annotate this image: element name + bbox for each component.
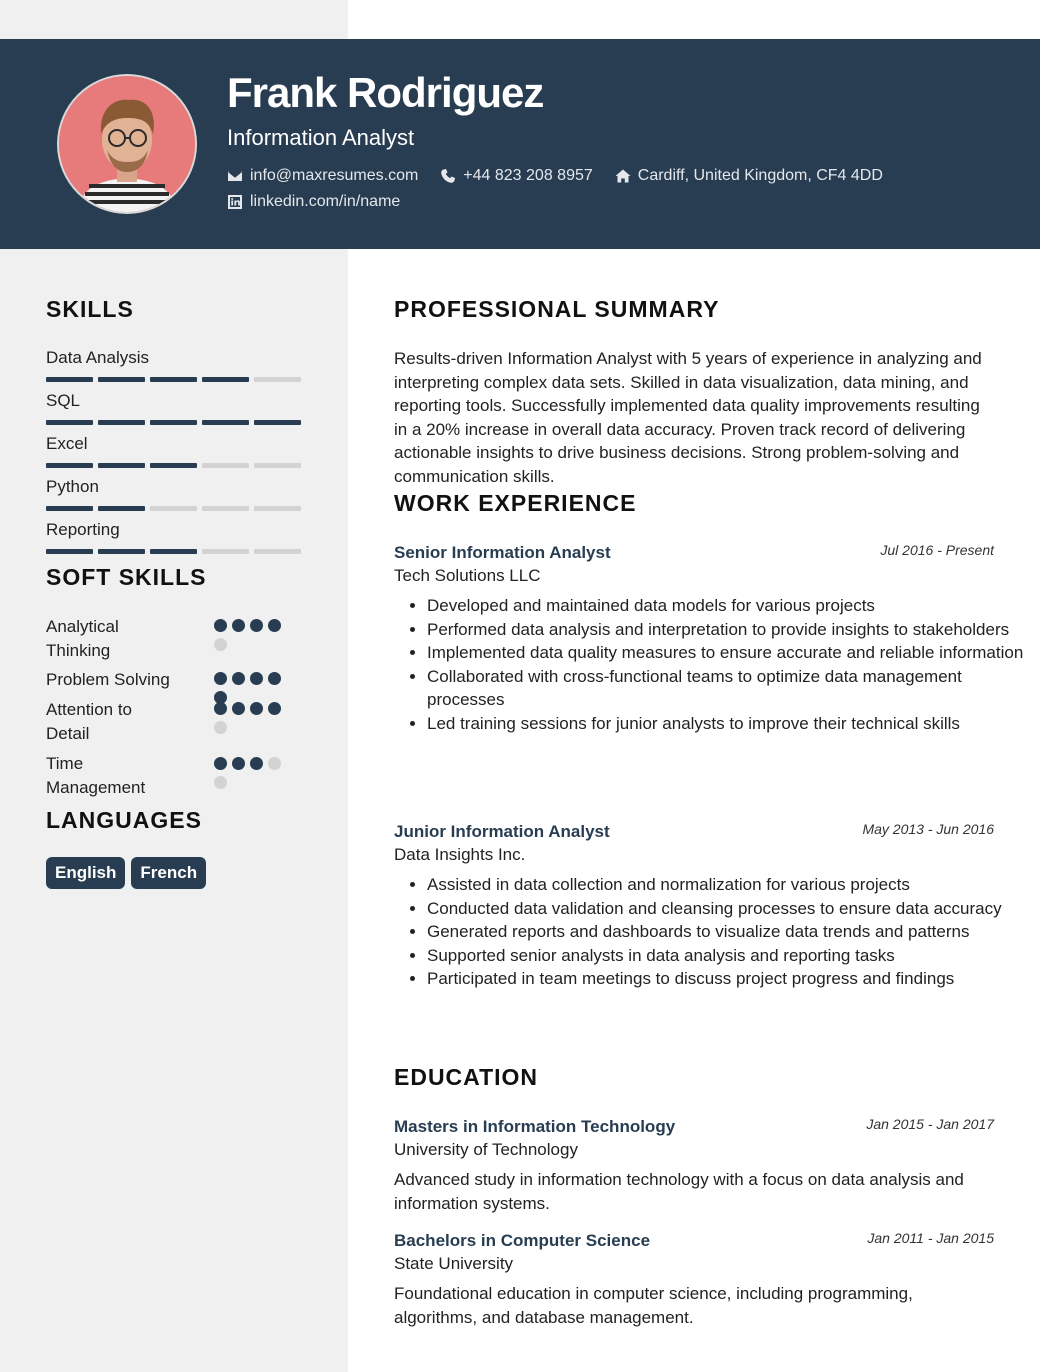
skill-bar-segment [254,506,301,511]
skill-bar-segment [98,506,145,511]
rating-dot [268,702,281,715]
soft-skill-name: Analytical Thinking [46,617,119,660]
rating-dot [214,619,227,632]
rating-dot [268,757,281,770]
contact-row-secondary [227,193,422,211]
skill-bar-segment [202,463,249,468]
soft-skill-dots [214,672,298,704]
rating-dot [250,672,263,685]
skill-name: SQL [46,391,81,410]
skill-bar-segment [254,463,301,468]
email-text: info@maxresumes.com [250,167,419,184]
rating-dot [214,638,227,651]
summary-heading: PROFESSIONAL SUMMARY [394,296,720,322]
school-name: University of Technology [394,1140,578,1159]
person-photo-icon [59,76,195,212]
skill-name: Reporting [46,520,120,539]
rating-dot [268,672,281,685]
list-item: • Developed and maintained data models for various projects [427,594,1037,618]
skill-name: Python [46,477,99,496]
language-list [46,857,206,889]
list-item: • Performed data analysis and interpretation to provide insights to stakeholders [427,618,1037,642]
list-item: • Participated in team meetings to discuss project progress and findings [427,967,1037,991]
skill-bar-segment [254,549,301,554]
skill-bar-segment [150,377,197,382]
phone-contact[interactable] [440,167,592,185]
skill-bar-segment [254,420,301,425]
soft-skill-dots [214,619,298,651]
list-item: • Conducted data validation and cleansing processes to ensure data accuracy [427,897,1037,921]
rating-dot [232,619,245,632]
list-item: • Implemented data quality measures to ensure accurate and reliable information [427,641,1037,665]
rating-dot [214,672,227,685]
rating-dot [250,757,263,770]
phone-icon [440,168,456,184]
education-description: Foundational education in computer science, including programming, algorithms, and database management. [394,1284,913,1327]
candidate-name: Frank Rodriguez [227,69,544,116]
skill-bar-segment [202,377,249,382]
education-dates: Jan 2011 - Jan 2015 [867,1230,994,1246]
skills-heading: SKILLS [46,296,134,322]
skill-bar-segment [46,506,93,511]
rating-dot [214,721,227,734]
skill-bar-segment [150,506,197,511]
email-contact[interactable] [227,167,418,185]
contact-row-primary [227,167,905,185]
skill-bar [46,420,301,425]
education-heading: EDUCATION [394,1064,539,1090]
skill-bar [46,377,301,382]
list-item: • Supported senior analysts in data analysis and reporting tasks [427,944,1037,968]
linkedin-text: linkedin.com/in/name [250,193,401,210]
rating-dot [268,619,281,632]
skill-bar-segment [46,463,93,468]
list-item: • Led training sessions for junior analysts to improve their technical skills [427,712,1037,736]
skill-bar-segment [46,377,93,382]
skill-bar-segment [98,420,145,425]
phone-text: +44 823 208 8957 [463,167,593,184]
job-dates: Jul 2016 - Present [880,542,994,558]
language-badge: English [46,857,125,889]
languages-heading: LANGUAGES [46,807,202,833]
language-badge: French [131,857,206,889]
list-item: • Assisted in data collection and normalization for various projects [427,873,1037,897]
linkedin-icon [227,194,243,210]
rating-dot [214,702,227,715]
skill-bar-segment [46,420,93,425]
skill-bar-segment [98,377,145,382]
rating-dot [232,672,245,685]
skill-bar [46,463,301,468]
soft-skill-dots [214,757,298,789]
skill-name: Data Analysis [46,348,149,367]
location-text: Cardiff, United Kingdom, CF4 4DD [637,167,883,184]
rating-dot [232,757,245,770]
school-name: State University [394,1254,514,1273]
linkedin-contact[interactable] [227,193,400,211]
experience-heading: WORK EXPERIENCE [394,490,637,516]
skill-bar [46,506,301,511]
envelope-icon [227,168,243,184]
soft-skill-dots [214,702,298,734]
education-description: Advanced study in information technology with a focus on data analysis and information systems. [394,1170,964,1213]
job-bullets [394,594,1037,736]
summary-text: Results-driven Information Analyst with 5 years of experience in analyzing and interpreting complex data sets. Skilled in data visualization, data mining, and reporting tools. Successfully implemented data quality improvements resulting in a 20% increase in overall data accuracy. Proven track record of delivering actionable insights to drive business decisions. Strong problem-solving and communication skills. [394,349,982,486]
soft-skill-name: Time Management [46,754,146,797]
list-item: • Collaborated with cross-functional teams to optimize data management processes [427,665,1037,712]
rating-dot [214,776,227,789]
skill-bar-segment [46,549,93,554]
candidate-title: Information Analyst [227,125,415,150]
skill-bar-segment [98,549,145,554]
job-bullets [394,873,1037,991]
rating-dot [214,757,227,770]
rating-dot [250,702,263,715]
soft-skills-heading: SOFT SKILLS [46,564,207,590]
list-item: • Generated reports and dashboards to visualize data trends and patterns [427,920,1037,944]
skill-bar-segment [254,377,301,382]
skill-bar-segment [202,506,249,511]
location-contact [615,167,883,185]
soft-skill-name: Problem Solving [46,670,170,689]
job-title: Senior Information Analyst [394,543,611,562]
resume-header [0,39,1040,249]
skill-bar-segment [202,420,249,425]
degree-title: Masters in Information Technology [394,1117,676,1136]
profile-photo [59,76,195,212]
company-name: Data Insights Inc. [394,845,526,864]
company-name: Tech Solutions LLC [394,566,541,585]
education-dates: Jan 2015 - Jan 2017 [866,1116,994,1132]
job-dates: May 2013 - Jun 2016 [862,821,994,837]
skill-bar-segment [202,549,249,554]
home-icon [615,168,631,184]
skill-bar-segment [150,420,197,425]
rating-dot [250,619,263,632]
soft-skill-name: Attention to Detail [46,700,133,743]
rating-dot [232,702,245,715]
skill-bar-segment [98,463,145,468]
degree-title: Bachelors in Computer Science [394,1231,651,1250]
skill-bar [46,549,301,554]
skill-name: Excel [46,434,88,453]
skill-bar-segment [150,463,197,468]
skill-bar-segment [150,549,197,554]
job-title: Junior Information Analyst [394,822,610,841]
